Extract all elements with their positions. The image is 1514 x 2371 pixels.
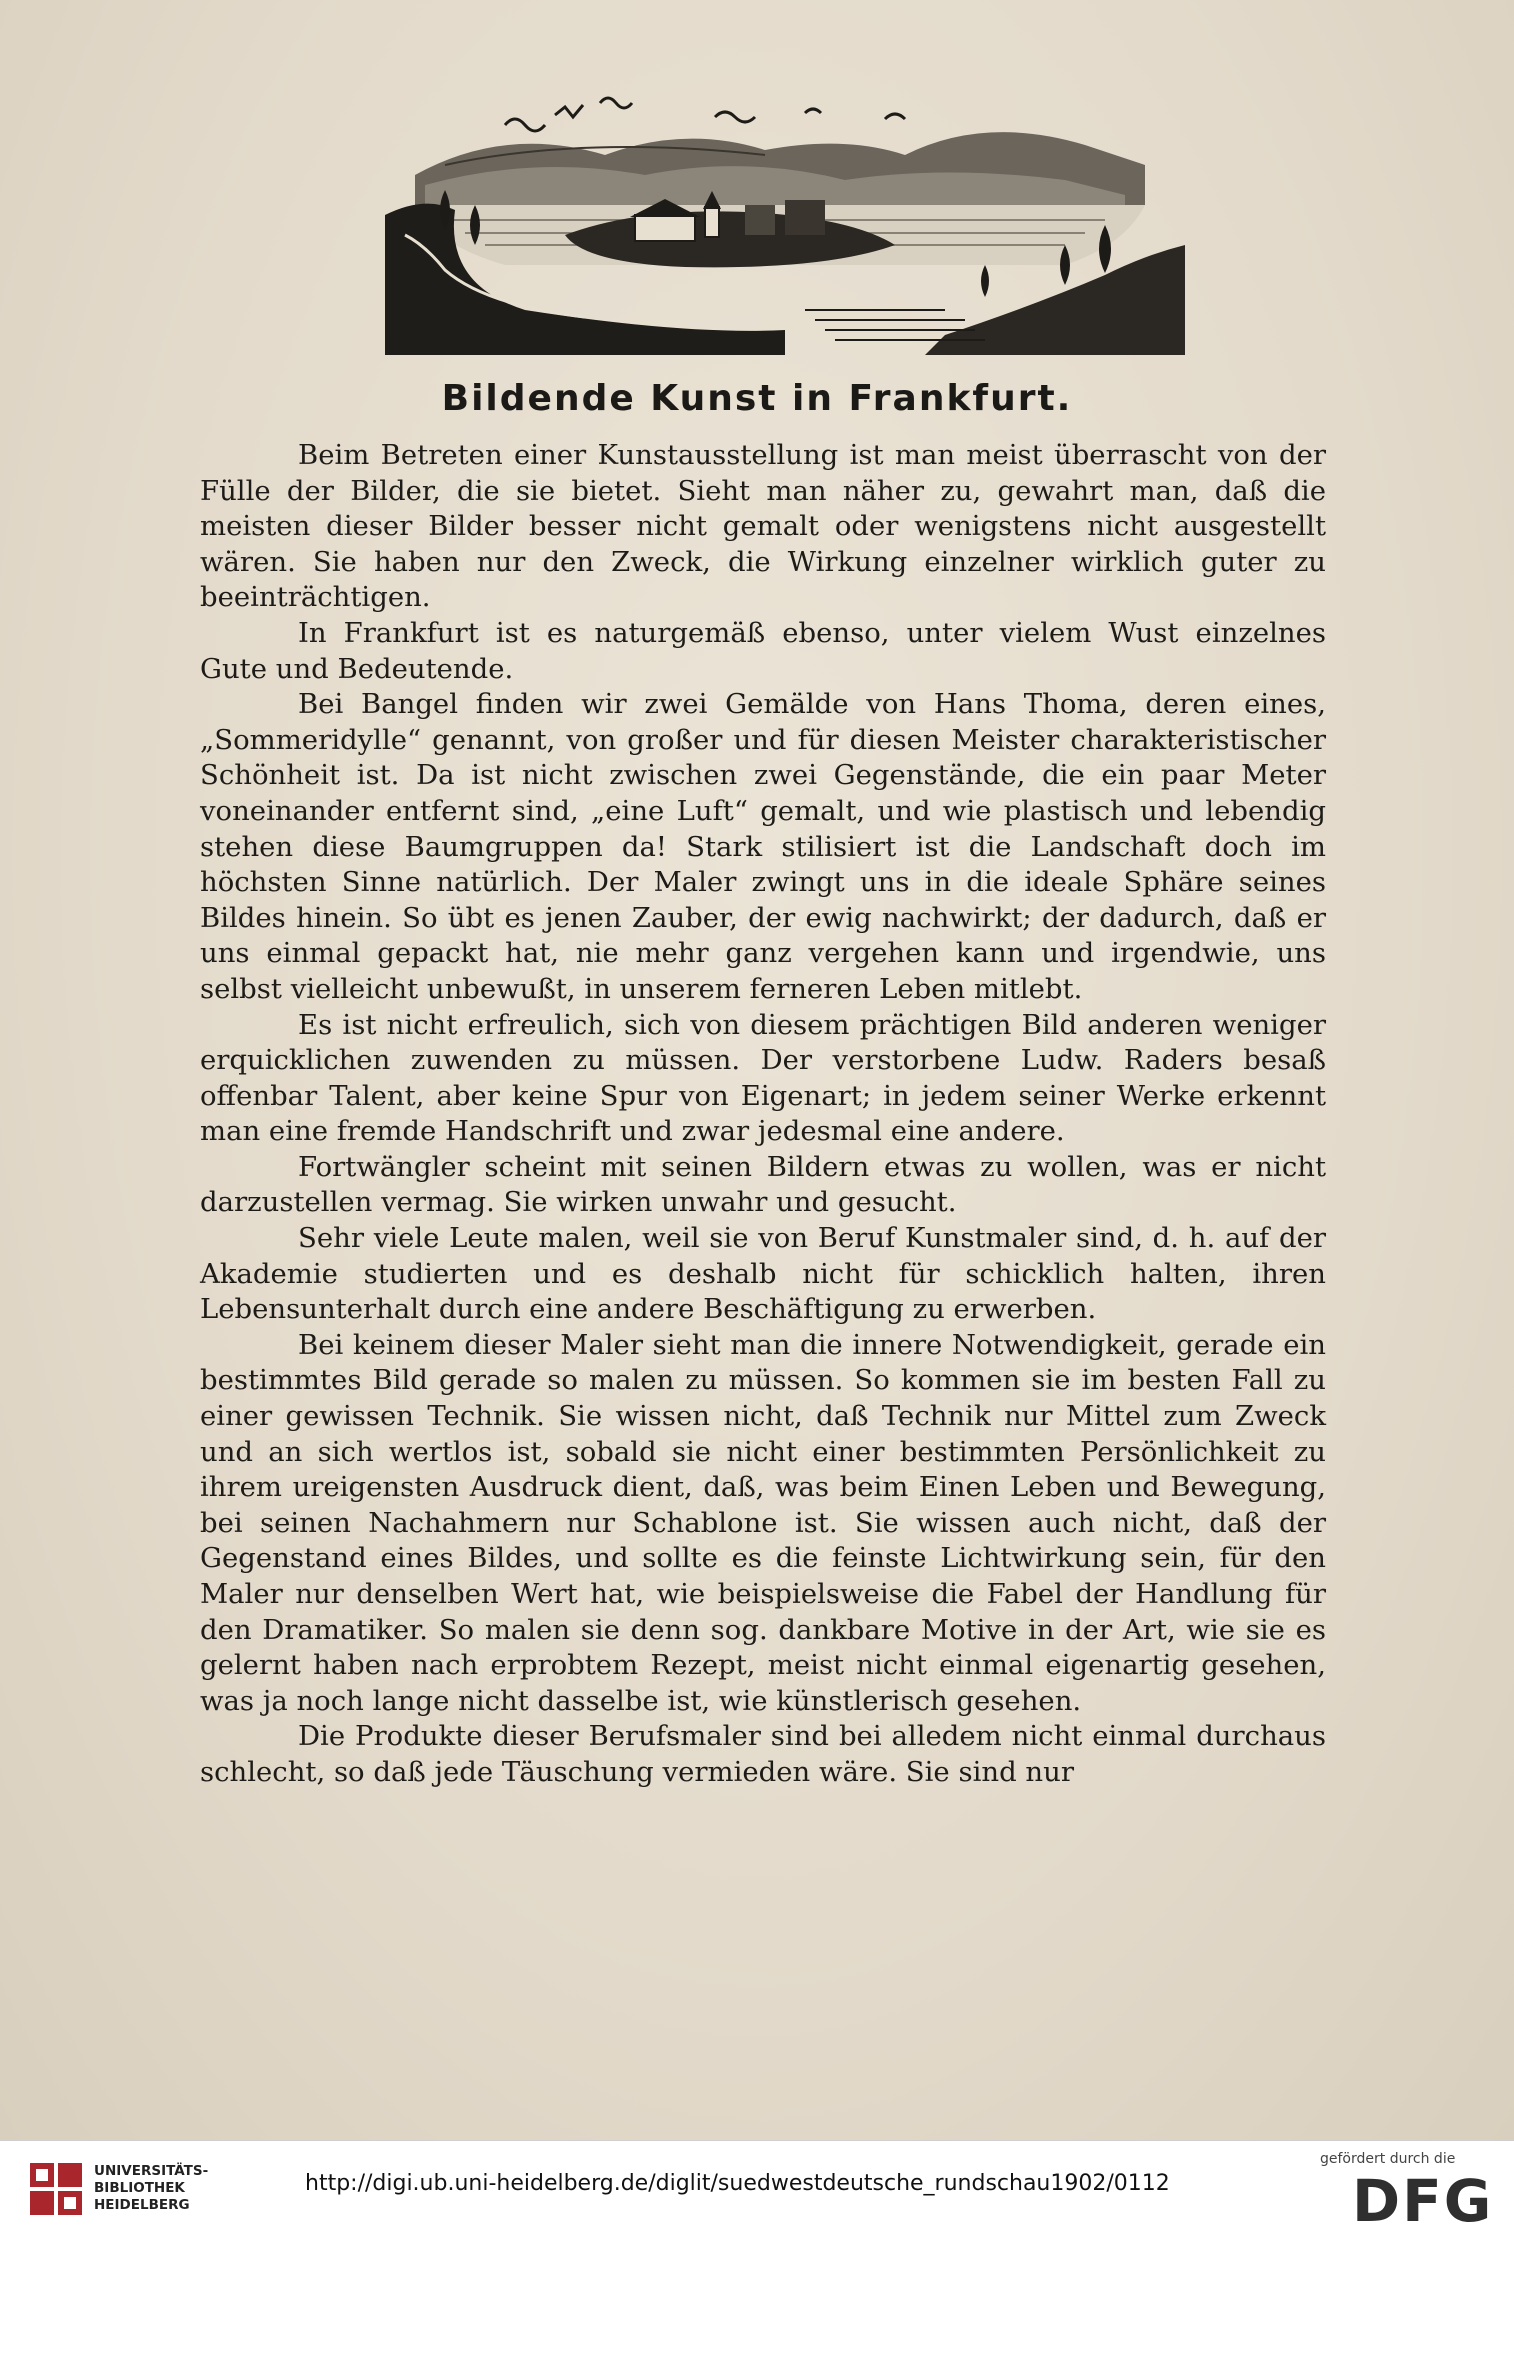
- paragraph: In Frankfurt ist es naturgemäß ebenso, unter vielem Wust einzelnes Gute und Bedeutende.: [200, 616, 1326, 685]
- digitization-footer: [0, 2140, 1514, 2371]
- paragraph: Es ist nicht erfreulich, sich von diesem prächtigen Bild anderen weniger erquicklichen zuwenden zu müssen. Der verstorbene Ludw. Raders besaß offenbar Talent, aber keine Spur von Eigenart; in jedem seiner Werke erkennt man eine fremde Handschrift und zwar jedesmal eine andere.: [200, 1008, 1326, 1148]
- paragraph: Bei keinem dieser Maler sieht man die innere Notwendigkeit, gerade ein bestimmtes Bild gerade so malen zu müssen. So kommen sie im besten Fall zu einer gewissen Technik. Sie wissen nicht, daß Technik nur Mittel zum Zweck und an sich wertlos ist, sobald sie nicht einer bestimmten Persönlichkeit zu ihrem ureigensten Ausdruck dient, daß, was beim Einen Leben und Bewegung, bei seinen Nachahmern nur Schablone ist. Sie wissen auch nicht, daß der Gegenstand eines Bildes, und sollte es die feinste Lichtwirkung sein, für den Maler nur denselben Wert hat, wie beispielsweise die Fabel der Handlung für den Dramatiker. So malen sie denn sog. dankbare Motive in der Art, wie sie es gelernt haben nach erprobtem Rezept, meist nicht einmal eigenartig gesehen, was ja noch lange nicht dasselbe ist, wie künstlerisch gesehen.: [200, 1328, 1326, 1717]
- article-body: [200, 438, 1326, 1791]
- dfg-logo: DFG: [1352, 2167, 1494, 2235]
- university-library-logo-icon: [28, 2161, 84, 2217]
- paragraph: Fortwängler scheint mit seinen Bildern etwas zu wollen, was er nicht darzustellen vermag. Sie wirken unwahr und gesucht.: [200, 1150, 1326, 1219]
- funding-caption: gefördert durch die: [1320, 2151, 1456, 2167]
- source-url-link[interactable]: http://digi.ub.uni-heidelberg.de/diglit/suedwestdeutsche_rundschau1902/0112: [305, 2171, 1170, 2196]
- paragraph: Beim Betreten einer Kunstausstellung ist man meist überrascht von der Fülle der Bilder, die sie bietet. Sieht man näher zu, gewahrt man, daß die meisten dieser Bilder besser nicht gemalt oder wenigstens nicht ausgestellt wären. Sie haben nur den Zweck, die Wirkung einzelner wirklich guter zu beeinträchtigen.: [200, 439, 1326, 614]
- paragraph: Die Produkte dieser Berufsmaler sind bei alledem nicht einmal durchaus schlecht, so daß jede Täuschung vermieden wäre. Sie sind nur: [200, 1720, 1326, 1788]
- landscape-vignette-illustration: [385, 95, 1185, 355]
- article-title: Bildende Kunst in Frankfurt.: [441, 378, 1073, 419]
- paragraph: Bei Bangel finden wir zwei Gemälde von Hans Thoma, deren eines, „Sommeridylle“ genannt, von großer und für diesen Meister charakteristischer Schönheit ist. Da ist nicht zwischen zwei Gegenstände, die ein paar Meter voneinander entfernt sind, „eine Luft“ gemalt, und wie plastisch und lebendig stehen diese Baumgruppen da! Stark stilisiert ist die Landschaft doch im höchsten Sinne natürlich. Der Maler zwingt uns in die ideale Sphäre seines Bildes hinein. So übt es jenen Zauber, der ewig nachwirkt; der dadurch, daß er uns einmal gepackt hat, nie mehr ganz vergehen kann und irgendwie, uns selbst vielleicht unbewußt, in unserem ferneren Leben mitlebt.: [200, 688, 1326, 1005]
- library-name: UNIVERSITÄTS- BIBLIOTHEK HEIDELBERG: [94, 2163, 209, 2213]
- paragraph: Sehr viele Leute malen, weil sie von Beruf Kunstmaler sind, d. h. auf der Akademie studierten und es deshalb nicht für schicklich halten, ihren Lebensunterhalt durch eine andere Beschäftigung zu erwerben.: [200, 1222, 1326, 1326]
